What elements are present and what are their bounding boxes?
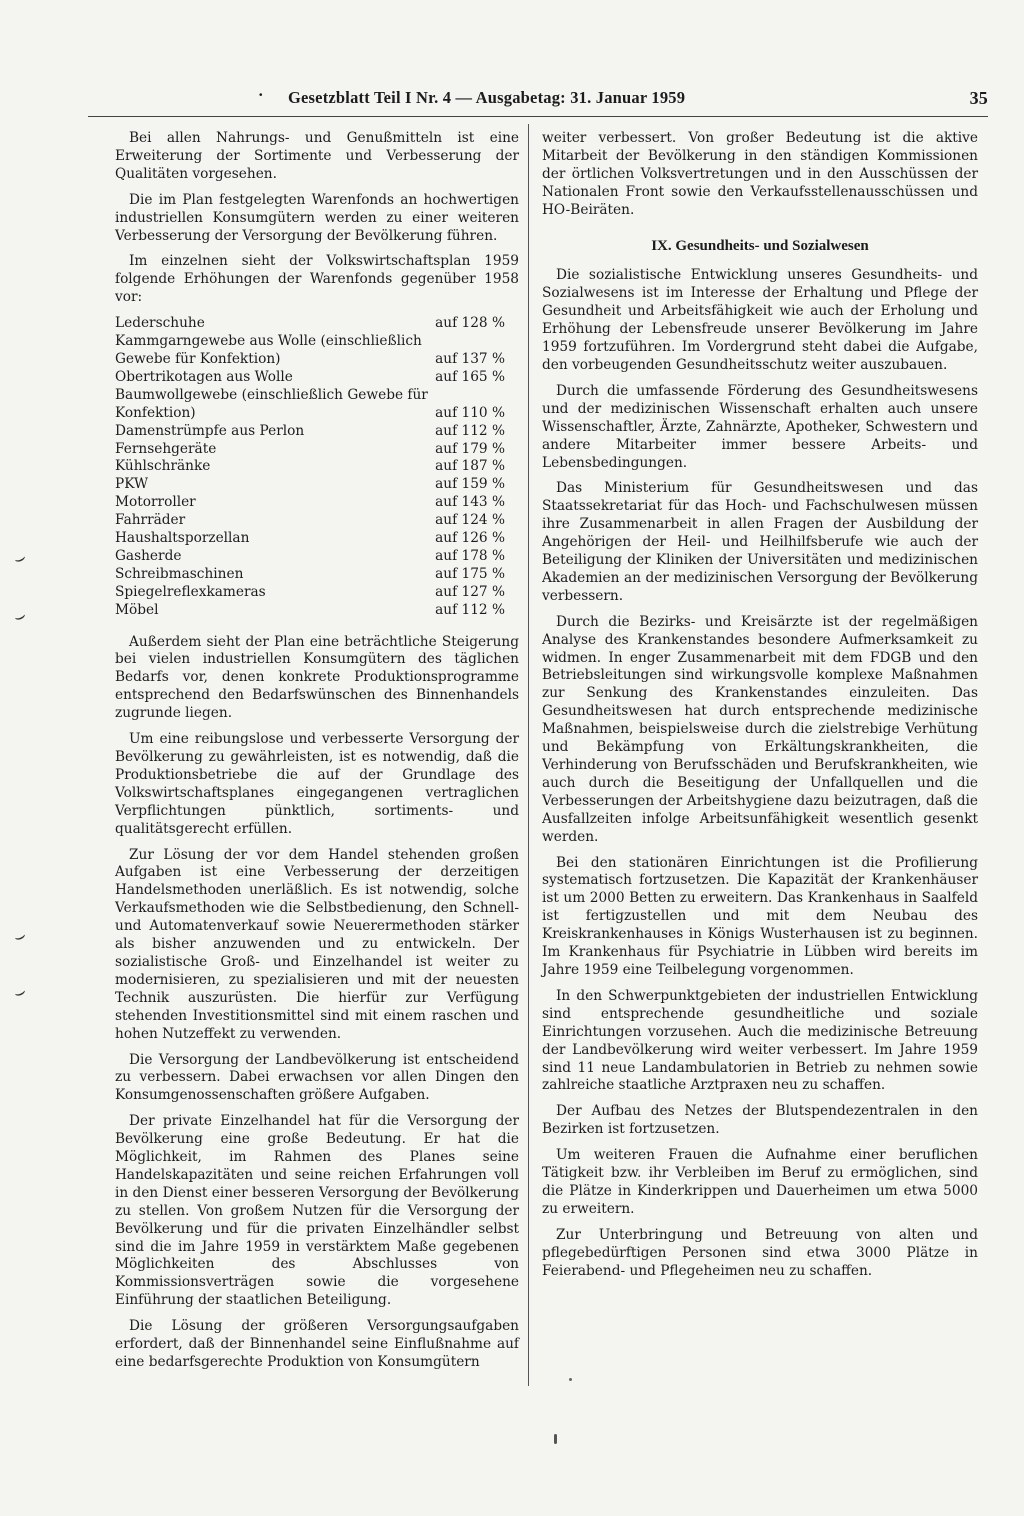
ink-speck: [554, 1434, 557, 1444]
paragraph: Die Lösung der größeren Versorgungsaufgaben erfordert, daß der Binnenhandel seine Einflußnahme auf eine bedarfsgerechte Produktion von Konsumgütern: [115, 1318, 519, 1370]
left-column: [115, 130, 519, 1380]
list-item: [115, 423, 519, 441]
list-item: [115, 441, 519, 459]
item-name: Damenstrümpfe aus Perlon: [115, 422, 305, 439]
paragraph: Um weiteren Frauen die Aufnahme einer beruflichen Tätigkeit bzw. ihr Verbleiben im Beruf zu ermöglichen, sind die Plätze in Kinderkrippen und Dauerheimen um etwa 5000 zu erweitern.: [542, 1147, 978, 1217]
header-rule: [88, 116, 988, 117]
list-item: [115, 530, 519, 548]
item-name: Fernsehgeräte: [115, 440, 217, 457]
item-name: Gasherde: [115, 547, 182, 564]
paragraph: Bei allen Nahrungs- und Genußmitteln ist eine Erweiterung der Sortimente und Verbesserung der Qualitäten vorgesehen.: [115, 130, 519, 182]
paragraph: Die sozialistische Entwicklung unseres Gesundheits- und Sozialwesens ist im Interesse der Erhaltung und Pflege der Gesundheit und Arbeitsfähigkeit wie auch der Erholung und Erhöhung der Lebensfreude unserer Bevölkerung im Jahre 1959 fortzuführen. Im Vordergrund steht dabei die Aufgabe, den vorbeugenden Gesundheitsschutz weiter auszubauen.: [542, 267, 978, 373]
paragraph: Bei den stationären Einrichtungen ist die Profilierung systematisch fortzusetzen. Die Kapazität der Krankenhäuser ist um 2000 Betten zu erweitern. Das Krankenhaus in Saalfeld ist fertigzustellen und mit dem Neubau des Kreiskrankenhauses in Königs Wusterhausen ist zu beginnen. Im Krankenhaus für Psychiatrie in Lübben wird bereits im Jahre 1959 eine Teilbelegung vorgenommen.: [542, 854, 978, 978]
item-value: auf 178 %: [435, 547, 505, 564]
item-value: auf 143 %: [435, 494, 505, 511]
list-item: [115, 602, 519, 620]
list-item: [115, 494, 519, 512]
paragraph: Im einzelnen sieht der Volkswirtschaftsplan 1959 folgende Erhöhungen der Warenfonds gegenüber 1958 vor:: [115, 253, 519, 306]
margin-mark: ⌣: [10, 980, 30, 1005]
item-name: Schreibmaschinen: [115, 565, 244, 582]
item-name: Baumwollgewebe (einschließlich Gewebe für Konfektion): [115, 386, 428, 421]
item-name: PKW: [115, 476, 149, 493]
list-item: [115, 548, 519, 566]
list-item: [115, 566, 519, 584]
item-value: auf 112 %: [435, 601, 505, 618]
item-value: auf 110 %: [435, 404, 505, 421]
list-item: [115, 369, 519, 387]
paragraph: Zur Unterbringung und Betreuung von alten und pflegebedürftigen Personen sind etwa 3000 Plätze in Feierabend- und Pflegeheimen neu zu schaffen.: [542, 1226, 978, 1279]
paragraph: weiter verbessert. Von großer Bedeutung ist die aktive Mitarbeit der Bevölkerung in den ständigen Kommissionen der örtlichen Volksvertretungen und in den Ausschüssen der Nationalen Front sowie den Verkaufsstellenausschüssen und HO-Beiräten.: [542, 130, 978, 218]
list-item: [115, 512, 519, 530]
item-name: Kammgarngewebe aus Wolle (einschließlich Gewebe für Konfektion): [115, 333, 422, 367]
margin-mark: ⌣: [10, 924, 30, 949]
page-number: 35: [969, 88, 988, 108]
list-item: [115, 476, 519, 494]
right-column: [542, 130, 978, 1288]
item-name: Obertrikotagen aus Wolle: [115, 368, 293, 385]
item-name: Kühlschränke: [115, 458, 211, 475]
item-value: auf 128 %: [435, 315, 505, 332]
paragraph: Durch die Bezirks- und Kreisärzte ist der regelmäßigen Analyse des Krankenstandes besondere Aufmerksamkeit zu widmen. In enger Zusammenarbeit mit dem FDGB und den Betriebsleitungen sind wirkungsvolle komplexe Maßnahmen zur Senkung des Krankenstandes einzuleiten. Das Gesundheitswesen hat durch entsprechende medizinische Maßnahmen, beispielsweise durch die zielstrebige Verhütung und Bekämpfung von Erkältungskrankheiten, die Verhinderung von Berufsschäden und Berufskrankheiten, wie auch durch die Beseitigung der Unfallquellen und die Verbesserungen der Arbeitshygiene dazu beizutragen, daß die Ausfallzeiten infolge Arbeitsunfähigkeit wesentlich gesenkt werden.: [542, 613, 978, 845]
item-value: auf 124 %: [435, 512, 505, 529]
header-title: Gesetzblatt Teil I Nr. 4 — Ausgabetag: 31. Januar 1959: [288, 88, 686, 107]
item-value: auf 127 %: [435, 583, 505, 600]
item-value: auf 179 %: [435, 440, 505, 457]
paragraph: Um eine reibungslose und verbesserte Versorgung der Bevölkerung zu gewährleisten, ist es notwendig, daß die Produktionsbetriebe die auf der Grundlage des Volkswirtschaftsplanes eingegangenen vertraglichen Verpflichtungen pünktlich, sortiments- und qualitätsgerecht erfüllen.: [115, 731, 519, 837]
margin-mark: ⌣: [10, 546, 30, 571]
item-name: Haushaltsporzellan: [115, 530, 250, 547]
margin-mark: ⌣: [10, 604, 30, 629]
paragraph: Die Versorgung der Landbevölkerung ist entscheidend zu verbessern. Dabei erwachsen vor allen Dingen den Konsumgenossenschaften größere Aufgaben.: [115, 1051, 519, 1104]
paragraph: Außerdem sieht der Plan eine beträchtliche Steigerung bei vielen industriellen Konsumgütern des täglichen Bedarfs vor, denen konkrete Produktionsprogramme entsprechend den Bedarfswünschen des Binnenhandels zugrunde liegen.: [115, 633, 519, 722]
ink-speck: [569, 1378, 572, 1381]
item-name: Lederschuhe: [115, 315, 205, 332]
header-dash: ·: [258, 85, 264, 104]
item-value: auf 187 %: [435, 458, 505, 475]
item-value: auf 165 %: [435, 368, 505, 385]
item-value: auf 112 %: [435, 422, 505, 439]
item-name: Möbel: [115, 601, 159, 618]
item-value: auf 137 %: [435, 350, 505, 367]
item-value: auf 126 %: [435, 530, 505, 547]
paragraph: Der private Einzelhandel hat für die Versorgung der Bevölkerung eine große Bedeutung. Er hat die Möglichkeit, im Rahmen des Planes seine Handelskapazitäten und seine reichen Erfahrungen voll in den Dienst einer besseren Versorgung der Bevölkerung zu stellen. Von großem Nutzen für die Versorgung der Bevölkerung und für die privaten Einzelhändler selbst sind die im Jahre 1959 in verstärktem Maße gegebenen Möglichkeiten des Abschlusses von Kommissionsverträgen sowie die vorgesehene Einführung der staatlichen Beteiligung.: [115, 1113, 520, 1309]
paragraph: Durch die umfassende Förderung des Gesundheitswesens und der medizinischen Wissenschaft erhalten auch unsere Wissenschaftler, Ärzte, Zahnärzte, Apotheker, Schwestern und andere Mitarbeiter immer bessere Arbeits- und Lebensbedingungen.: [542, 382, 978, 471]
warenfonds-list: [115, 315, 519, 619]
item-name: Fahrräder: [115, 512, 186, 529]
paragraph: Das Ministerium für Gesundheitswesen und das Staatssekretariat für das Hoch- und Fachschulwesen müssen ihre Zusammenarbeit in allen Fragen der Ausbildung der Angehörigen der Heil- und Heilhilfsberufe wie auch der Beteiligung der Kliniken der Universitäten und medizinischen Akademien an der medizinischen Versorgung der Bevölkerung verbessern.: [542, 480, 978, 604]
paragraph: Zur Lösung der vor dem Handel stehenden großen Aufgaben ist eine Verbesserung der derzeitigen Handelsmethoden unerläßlich. Es ist notwendig, solche Verkaufsmethoden wie die Selbstbedienung, den Schnell- und Automatenverkauf sowie Neuerermethoden stärker als bisher anzuwenden und zu entwickeln. Der sozialistische Groß- und Einzelhandel ist weiter zu modernisieren, zu spezialisieren und mit der neuesten Technik auszurüsten. Die hierfür zur Verfügung stehenden Investitionsmittel sind mit einem raschen und hohen Nutzeffekt zu verwenden.: [115, 846, 519, 1042]
paragraph: In den Schwerpunktgebieten der industriellen Entwicklung sind entsprechende gesundheitliche und soziale Einrichtungen vorzusehen. Auch die medizinische Betreuung der Landbevölkerung wird weiter verbessert. Im Jahre 1959 sind 11 neue Landambulatorien in Betrieb zu nehmen sowie zahlreiche staatliche Arztpraxen neu zu schaffen.: [542, 987, 978, 1094]
item-value: auf 175 %: [435, 565, 505, 582]
section-heading: IX. Gesundheits- und Sozialwesen: [651, 237, 869, 254]
item-name: Motorroller: [115, 494, 196, 511]
page-header: [258, 85, 988, 112]
column-divider: [528, 124, 529, 1386]
list-item: [115, 584, 519, 602]
paragraph: Die im Plan festgelegten Warenfonds an hochwertigen industriellen Konsumgütern werden zu einer weiteren Verbesserung der Versorgung der Bevölkerung führen.: [115, 191, 519, 244]
list-item: [115, 458, 519, 476]
paragraph: Der Aufbau des Netzes der Blutspendezentralen in den Bezirken ist fortzusetzen.: [542, 1103, 978, 1138]
list-item: [115, 333, 519, 369]
item-value: auf 159 %: [435, 476, 505, 493]
item-name: Spiegelreflexkameras: [115, 583, 266, 600]
list-item: [115, 315, 519, 333]
list-item: [115, 387, 519, 423]
